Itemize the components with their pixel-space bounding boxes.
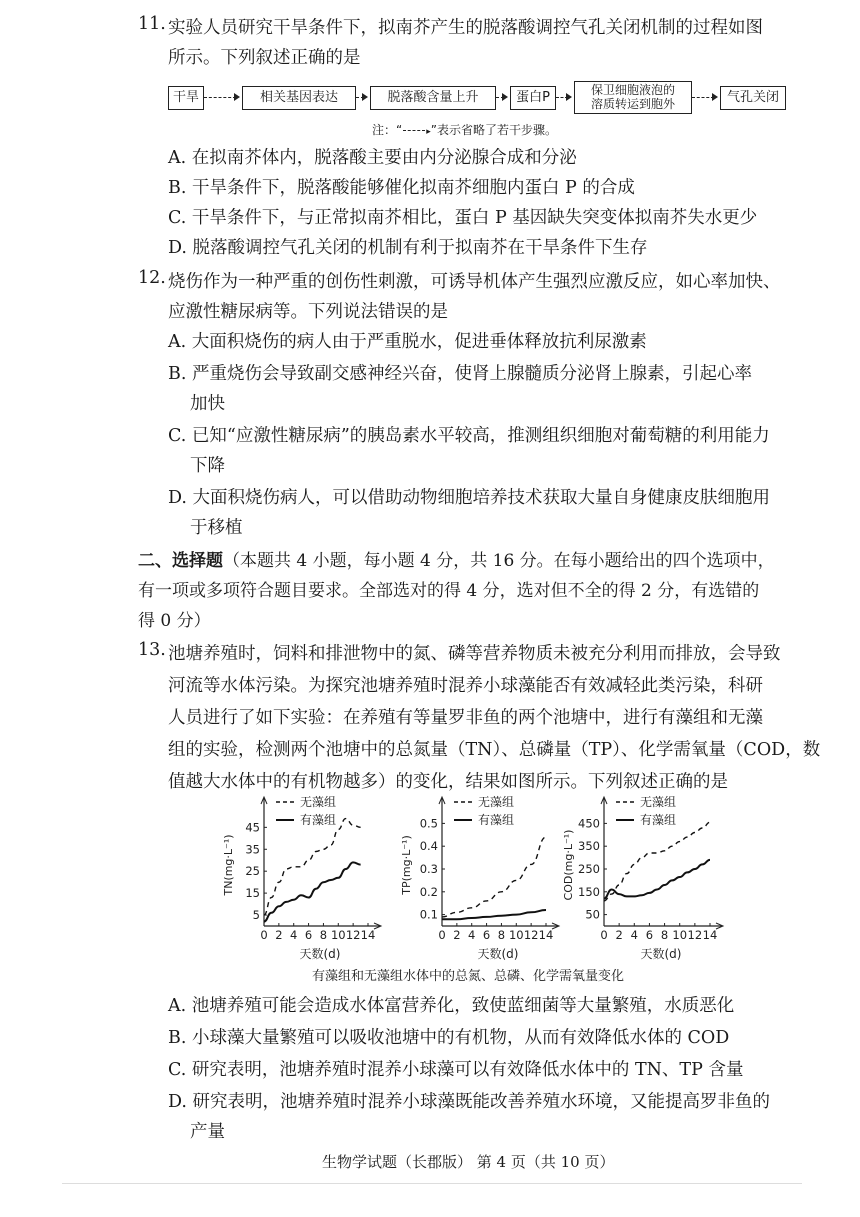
section2-desc-1: （本题共 4 小题，每小题 4 分，共 16 分。在每小题给出的四个选项中， <box>223 551 775 571</box>
flow-box-aba-rise: 脱落酸含量上升 <box>370 86 496 110</box>
x-tick-label: 0 <box>600 928 608 942</box>
flow-arrowhead <box>234 93 240 101</box>
legend-label: 无藻组 <box>640 795 677 809</box>
q13-stem-line-4: 组的实验，检测两个池塘中的总氮量（TN）、总磷量（TP）、化学需氧量（COD，数 <box>168 740 821 760</box>
q13-stem-line-1: 池塘养殖时，饲料和排泄物中的氮、磷等营养物质未被充分利用而排放，会导致 <box>168 644 781 664</box>
x-tick-label: 12 <box>345 928 361 942</box>
x-tick-label: 2 <box>615 928 623 942</box>
x-tick-label: 6 <box>482 928 491 942</box>
chart-tp <box>398 794 570 966</box>
x-tick-label: 4 <box>630 928 638 942</box>
y-tick-label: 250 <box>578 862 600 876</box>
flow-arrowhead <box>502 93 508 101</box>
x-tick-label: 10 <box>672 928 688 942</box>
q11-stem-line-2: 所示。下列叙述正确的是 <box>168 48 361 68</box>
y-tick-label: 0.2 <box>419 884 438 899</box>
q13-number: 13. <box>138 640 166 660</box>
y-tick-label: 0.4 <box>419 839 438 854</box>
series-line-with-algae <box>442 910 546 919</box>
y-tick-label: 150 <box>578 884 600 899</box>
flow-arrowhead <box>712 93 718 101</box>
footer-divider <box>62 1183 802 1184</box>
flow-box-solute-transport <box>574 81 692 114</box>
x-tick-label: 6 <box>304 928 313 942</box>
y-tick-label: 25 <box>245 864 260 879</box>
x-tick-label: 0 <box>260 928 268 942</box>
x-tick-label: 4 <box>290 928 298 942</box>
q13-option-c: C. 研究表明，池塘养殖时混养小球藻可以有效降低水体中的 TN、TP 含量 <box>168 1060 744 1080</box>
flow-dashed-arrow <box>204 97 236 98</box>
x-axis-label: 天数(d) <box>640 947 682 961</box>
chart-caption: 有藻组和无藻组水体中的总氮、总磷、化学需氧量变化 <box>312 969 625 984</box>
chart-cod <box>560 794 736 966</box>
chart-tn <box>222 794 392 966</box>
q11-flowchart <box>168 83 798 112</box>
y-tick-label: 0.3 <box>419 862 438 876</box>
x-tick-label: 10 <box>330 928 346 942</box>
q11-option-b: B. 干旱条件下，脱落酸能够催化拟南芥细胞内蛋白 P 的合成 <box>168 178 635 198</box>
q12-option-d: D. 大面积烧伤病人，可以借助动物细胞培养技术获取大量自身健康皮肤细胞用 <box>168 488 771 508</box>
x-tick-label: 14 <box>538 928 554 942</box>
note-prefix: 注：“ <box>372 123 403 137</box>
note-suffix: ”表示省略了若干步骤。 <box>430 123 557 137</box>
q12-number: 12. <box>138 268 166 288</box>
q13-stem-line-3: 人员进行了如下实验：在养殖有等量罗非鱼的两个池塘中，进行有藻组和无藻 <box>168 708 763 728</box>
flow-box-protein-p: 蛋白P <box>510 86 556 110</box>
y-tick-label: 5 <box>252 908 260 923</box>
legend-label: 无藻组 <box>300 795 337 809</box>
x-tick-label: 8 <box>660 928 669 942</box>
y-tick-label: 0.1 <box>419 907 438 922</box>
flow-dashed-arrow <box>692 97 714 98</box>
section2-title: 二、选择题 <box>138 551 223 571</box>
q12-option-d-cont: 于移植 <box>190 518 243 538</box>
q11-option-c: C. 干旱条件下，与正常拟南芥相比，蛋白 P 基因缺失突变体拟南芥失水更少 <box>168 208 758 228</box>
y-tick-label: 35 <box>245 842 260 857</box>
x-tick-label: 14 <box>360 928 376 942</box>
y-tick-label: 0.5 <box>419 816 438 831</box>
q11-stem-line-1: 实验人员研究干旱条件下，拟南芥产生的脱落酸调控气孔关闭机制的过程如图 <box>168 18 763 38</box>
series-line-with-algae <box>604 860 710 899</box>
flow-box-solute-line-2: 溶质转运到胞外 <box>590 97 675 111</box>
flow-arrowhead <box>362 93 368 101</box>
dashed-arrow-symbol <box>403 130 425 131</box>
legend-label: 有藻组 <box>478 813 515 827</box>
x-tick-label: 4 <box>468 928 476 942</box>
y-tick-label: 450 <box>578 816 600 831</box>
q12-option-a: A. 大面积烧伤的病人由于严重脱水，促进垂体释放抗利尿激素 <box>168 332 647 352</box>
legend-label: 有藻组 <box>640 813 677 827</box>
x-tick-label: 12 <box>687 928 703 942</box>
x-axis-label: 天数(d) <box>477 947 519 961</box>
q12-option-b: B. 严重烧伤会导致副交感神经兴奋，使肾上腺髓质分泌肾上腺素，引起心率 <box>168 364 752 384</box>
q12-option-b-cont: 加快 <box>190 394 225 414</box>
flow-box-gene-expression: 相关基因表达 <box>242 86 356 110</box>
q11-option-d: D. 脱落酸调控气孔关闭的机制有利于拟南芥在干旱条件下生存 <box>168 238 648 258</box>
y-tick-label: 50 <box>585 907 600 922</box>
y-axis-label: TN(mg·L⁻¹) <box>222 834 235 896</box>
y-tick-label: 15 <box>245 886 260 901</box>
x-tick-label: 8 <box>319 928 328 942</box>
x-tick-label: 10 <box>508 928 524 942</box>
q12-stem-line-1: 烧伤作为一种严重的创伤性刺激，可诱导机体产生强烈应激反应，如心率加快、 <box>168 272 781 292</box>
q12-option-c: C. 已知“应激性糖尿病”的胰岛素水平较高，推测组织细胞对葡萄糖的利用能力 <box>168 426 770 446</box>
series-line-with-algae <box>264 862 361 921</box>
series-line-no-algae <box>442 837 546 917</box>
q13-stem-line-2: 河流等水体污染。为探究池塘养殖时混养小球藻能否有效减轻此类污染，科研 <box>168 676 763 696</box>
y-axis-label: TP(mg·L⁻¹) <box>400 835 413 895</box>
x-axis-label: 天数(d) <box>299 947 341 961</box>
q13-option-a: A. 池塘养殖可能会造成水体富营养化，致使蓝细菌等大量繁殖，水质恶化 <box>168 996 735 1016</box>
q11-number: 11. <box>138 14 166 34</box>
x-tick-label: 2 <box>453 928 461 942</box>
x-tick-label: 0 <box>438 928 446 942</box>
q13-option-b: B. 小球藻大量繁殖可以吸收池塘中的有机物，从而有效降低水体的 COD <box>168 1028 730 1048</box>
section2-desc-2: 有一项或多项符合题目要求。全部选对的得 4 分，选对但不全的得 2 分，有选错的 <box>138 581 760 601</box>
legend-label: 有藻组 <box>300 813 337 827</box>
y-tick-label: 350 <box>578 839 600 854</box>
x-tick-label: 8 <box>497 928 506 942</box>
q13-option-d: D. 研究表明，池塘养殖时混养小球藻既能改善养殖水环境，又能提高罗非鱼的 <box>168 1092 771 1112</box>
y-tick-label: 45 <box>245 820 260 835</box>
flow-box-stomata-close: 气孔关闭 <box>720 86 786 110</box>
flow-arrowhead <box>566 93 572 101</box>
q11-option-a: A. 在拟南芥体内，脱落酸主要由内分泌腺合成和分泌 <box>168 148 577 168</box>
x-tick-label: 12 <box>523 928 539 942</box>
x-tick-label: 2 <box>275 928 283 942</box>
flow-box-solute-line-1: 保卫细胞液泡的 <box>590 83 675 97</box>
legend-label: 无藻组 <box>478 795 515 809</box>
q13-option-d-cont: 产量 <box>190 1122 225 1142</box>
y-axis-label: COD(mg·L⁻¹) <box>562 829 575 901</box>
q11-flow-note: 注：“ ▸”表示省略了若干步骤。 <box>372 123 557 137</box>
x-tick-label: 14 <box>702 928 718 942</box>
x-tick-label: 6 <box>645 928 654 942</box>
section2-desc-3: 得 0 分） <box>138 611 211 631</box>
series-line-no-algae <box>264 819 361 915</box>
q12-option-c-cont: 下降 <box>190 456 225 476</box>
page-footer: 生物学试题（长郡版） 第 4 页（共 10 页） <box>322 1153 615 1171</box>
section2-line-1 <box>138 546 775 571</box>
q12-stem-line-2: 应激性糖尿病等。下列说法错误的是 <box>168 302 448 322</box>
q13-stem-line-5: 值越大水体中的有机物越多）的变化，结果如图所示。下列叙述正确的是 <box>168 772 728 792</box>
flow-box-drought: 干旱 <box>168 86 204 110</box>
